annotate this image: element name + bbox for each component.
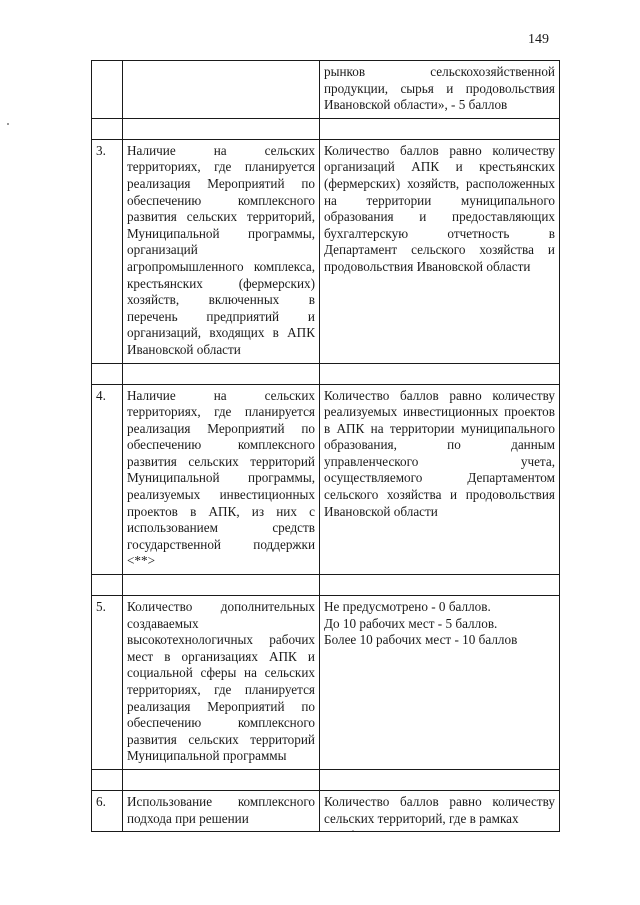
score-option: До 10 рабочих мест - 5 баллов. [324, 615, 498, 631]
page-number: 149 [528, 32, 549, 47]
row-gap [92, 575, 560, 596]
table-row [92, 139, 560, 363]
score-option: Более 10 рабочих мест - 10 баллов [324, 632, 518, 648]
row-number: 4. [92, 384, 123, 575]
row-gap [92, 769, 560, 790]
row-number: 5. [92, 596, 123, 770]
row-number: 6. [92, 790, 123, 831]
scan-speck [7, 123, 9, 125]
score-option: Не предусмотрено - 0 баллов. [324, 599, 491, 615]
table-row [92, 61, 560, 119]
table-row [92, 596, 560, 770]
row-gap [92, 118, 560, 139]
row-number [92, 61, 123, 119]
criterion-text: Количество дополнительных создаваемых высокотехнологичных рабочих мест в организациях АПК и социальной сферы на сельских территориях, где планируется реализация Мероприятий по обеспечению комплексного развития сельских территорий Муниципальной программы [123, 596, 320, 770]
row-number: 3. [92, 139, 123, 363]
criterion-text: Использование комплексного подхода при решении [123, 790, 320, 831]
criterion-text [123, 61, 320, 119]
row-gap [92, 363, 560, 384]
score-text: Количество баллов равно количеству организаций АПК и крестьянских (фермерских) хозяйств, расположенных на территории муниципального образования и предоставляющих бухгалтерскую отчетность в Департамент сельского хозяйства и продовольствия Ивановской области [320, 139, 560, 363]
score-text: Количество баллов равно количеству сельских территорий, где в рамках [320, 790, 560, 831]
score-options [320, 596, 560, 770]
table-row [92, 384, 560, 575]
criterion-text: Наличие на сельских территориях, где планируется реализация Мероприятий по обеспечению комплексного развития сельских территорий, Муниципальной программы, организаций агропромышленного комплекса, крестьянских (фермерских) хозяйств, включенных в перечень предприятий и организаций, входящих в АПК Ивановской области [123, 139, 320, 363]
criteria-table [91, 60, 560, 832]
score-text: Количество баллов равно количеству реализуемых инвестиционных проектов в АПК на территории муниципального образования, по данным управленческого учета, осуществляемого Департаментом сельского хозяйства и продовольствия Ивановской области [320, 384, 560, 575]
criterion-text: Наличие на сельских территориях, где планируется реализация Мероприятий по обеспечению комплексного развития сельских территорий Муниципальной программы, реализуемых инвестиционных проектов в АПК, из них с использованием средств государственной поддержки <**> [123, 384, 320, 575]
score-text: рынков сельскохозяйственной продукции, сырья и продовольствия Ивановской области», - 5 баллов [320, 61, 560, 119]
table-row [92, 790, 560, 831]
